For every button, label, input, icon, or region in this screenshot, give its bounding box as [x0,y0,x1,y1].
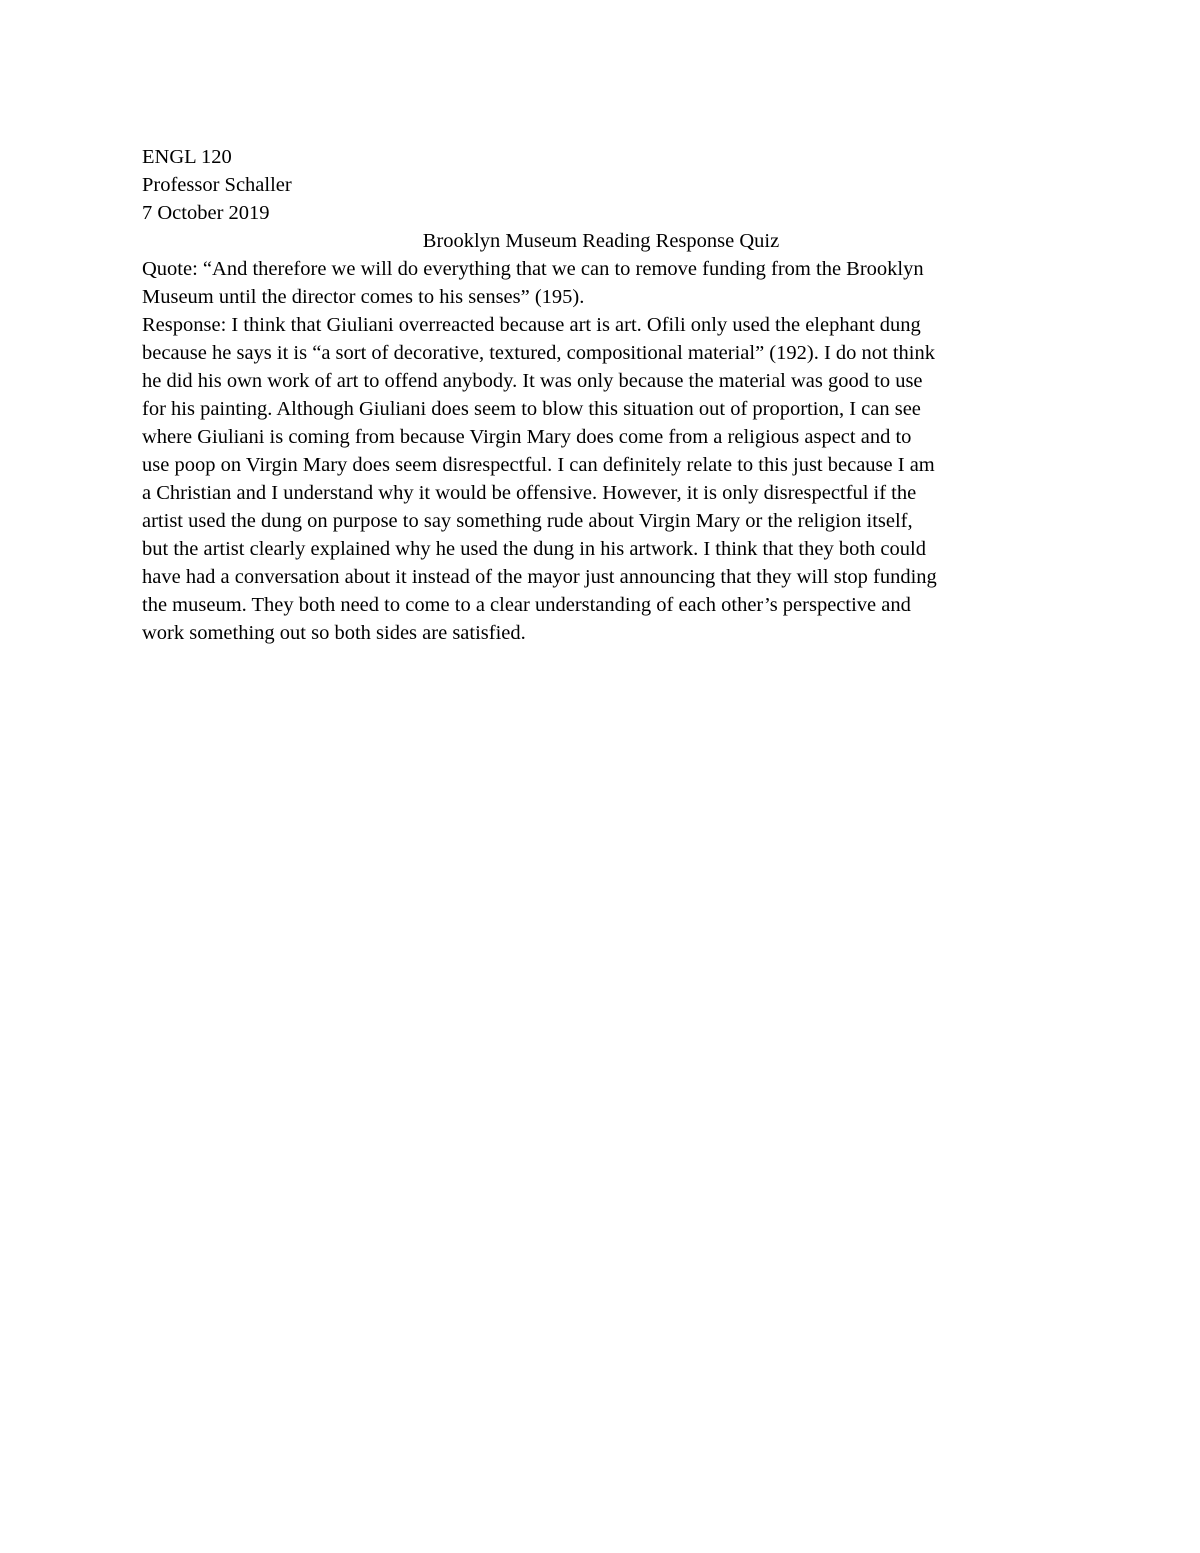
response-line: work something out so both sides are satisfied. [142,622,526,644]
quote-line: Quote: “And therefore we will do everything that we can to remove funding from the Brooklyn [142,258,924,280]
response-line: use poop on Virgin Mary does seem disrespectful. I can definitely relate to this just because I am [142,454,935,476]
response-line: where Giuliani is coming from because Virgin Mary does come from a religious aspect and to [142,426,912,448]
response-line: for his painting. Although Giuliani does seem to blow this situation out of proportion, I can see [142,398,921,420]
document-title: Brooklyn Museum Reading Response Quiz [422,230,780,252]
response-line: he did his own work of art to offend anybody. It was only because the material was good to use [142,370,923,392]
quote-paragraph [142,255,1060,311]
response-line: have had a conversation about it instead of the mayor just announcing that they will stop funding [142,566,937,588]
quote-line: Museum until the director comes to his senses” (195). [142,286,585,308]
response-line: artist used the dung on purpose to say something rude about Virgin Mary or the religion itself, [142,510,913,532]
response-paragraph [142,311,1060,647]
response-line: because he says it is “a sort of decorative, textured, compositional material” (192). I do not think [142,342,935,364]
course-name: ENGL 120 [142,146,232,168]
response-line: Response: I think that Giuliani overreacted because art is art. Ofili only used the elephant dung [142,314,921,336]
response-line: but the artist clearly explained why he used the dung in his artwork. I think that they both could [142,538,926,560]
professor-name: Professor Schaller [142,174,292,196]
response-line: a Christian and I understand why it would be offensive. However, it is only disrespectful if the [142,482,917,504]
response-line: the museum. They both need to come to a clear understanding of each other’s perspective and [142,594,911,616]
submission-date: 7 October 2019 [142,202,270,224]
document-body [142,143,1060,647]
